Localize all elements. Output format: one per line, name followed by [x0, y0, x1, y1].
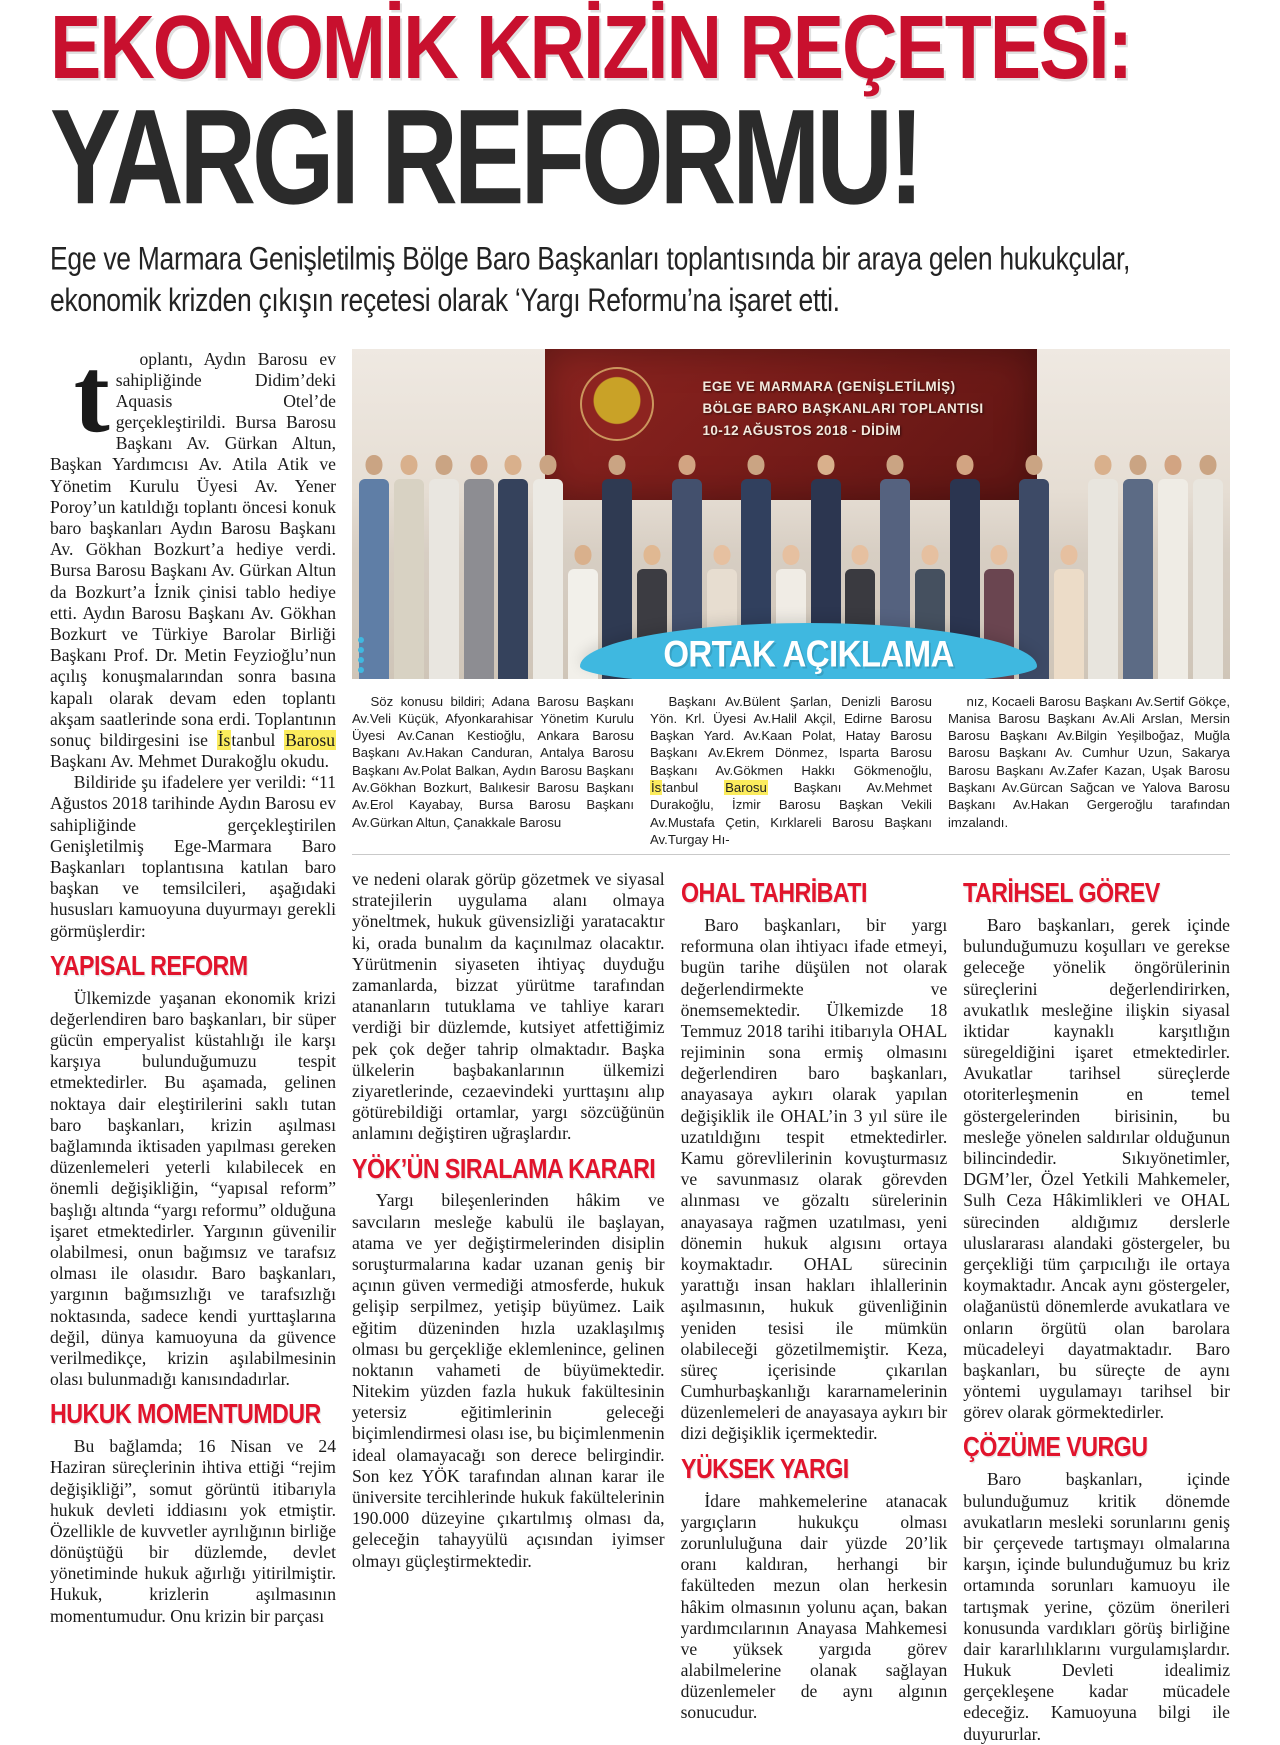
highlight-istanbul-2: İs: [651, 779, 662, 795]
headline-main: YARGI REFORMU!: [50, 82, 921, 234]
section-title-tarihsel-gorev: TARİHSEL GÖREV: [963, 878, 1160, 910]
person: [497, 441, 530, 679]
section-body-col2-continuation: ve nedeni olarak görüp gözetmek ve siyasal stratejilerin uygulama alanı olmaya yöneltmek, hukuk güvensizliği yaratacaktır ki, orada bunalım da kaçınılmaz olacaktır. Yürütmenin siyaseten ihtiyaç duyduğu zamanlarda, bizzat yürütme tarafından atananların tutuklama ve tahliye kararı verdiği bir düzlemde, kutsiyet atfettiğimiz pek çok değer tahrip olmaktadır. Başka ülkelerin başbakanlarının ülkemizi ziyaretlerinde, cezaevindeki yurttaşını alıp götürebildiği ortamlar, yargı sözcüğünün anlamını değiştiren uğraşlardır.: [352, 869, 665, 1144]
caption-column-2: [650, 693, 932, 849]
caption-text-a: Başkanı Av.Bülent Şarlan, Denizli Barosu Yön. Krl. Üyesi Av.Halil Akçil, Edirne Barosu Başkan Yard. Av.Kaan Polat, Hatay Barosu Başkanı Av.Ekrem Dönmez, Isparta Barosu Başkanı Av.Gökmen Hakkı Gökmenoğlu,: [650, 693, 932, 778]
bar-association-seal-icon: [580, 367, 654, 441]
person: [1018, 441, 1051, 679]
section-body-yuksek-yargi: İdare mahkemelerine atanacak yargıçların hukukçu olması zorunluluğuna dair yüzde 20’lik oranı kaldıran, herhangi bir fakülteden mezun olan herkesin hâkim olmasının yolunu açan, bakan yardımcılarının Anayasa Mahkemesi ve yüksek yargıda görev alabilmelerine olanak sağlayan düzenlemeler de aynı algının sonucudur.: [680, 1490, 948, 1723]
section-title-yuksek-yargi: YÜKSEK YARGI: [680, 1453, 849, 1485]
headline-kicker: EKONOMİK KRİZİN REÇETESİ:: [50, 0, 1132, 98]
section-body-tarihsel-gorev: Baro başkanları, gerek içinde bulunduğumuzu koşulları ve gerekse geleceğe yönelik öngörülerinin süreçlerini değerlendirirken, avukatlık mesleğine ilişkin siyasal iktidar kaynaklı karşıtlığın süregeldiğini işaret etmektedirler. Avukatlar tarihsel süreçlerde otoriterleşmenin en temel göstergelerinden birisinin, bu mesleğe yönelen saldırılar olduğunun bilincindedir. Sıkıyönetimler, DGM’ler, Özel Yetkili Mahkemeler, Sulh Ceza Hâkimlikleri ve OHAL sürecinden aldığımız derslerle uluslararası alandaki göstergeler, bu gerçekliği tüm çarpıcılığı ile ortaya koymaktadır. Ancak aynı göstergeler, olağanüstü dönemlerde avukatlara ve onların örgütü olan barolara mücadeleyi dayatmaktadır. Baro başkanları, bu süreçte de aynı yöntemi uygulamayı tarihsel bir görev olarak görmektedirler.: [963, 914, 1230, 1423]
banner-line-3: 10-12 AĞUSTOS 2018 - DİDİM: [702, 422, 902, 438]
section-body-yapisal-reform: Ülkemizde yaşanan ekonomik krizi değerlendiren baro başkanları, bir süper gücün emperyalist küstahlığı ile karşı karşıya bulunduğumuzu tespit etmektedirler. Bu aşamada, gelinen noktaya dair eleştirilerini saklı tutan baro başkanları, krizin aşılması bağlamında iktisaden yapılması gereken düzenlemeleri yeterli kılabilecek en önemli değişikliğin, “yapısal reform” başlığı altında “yargı reformu” olduğuna işaret etmektedirler. Yargının güvenilir olabilmesi, onun bağımsız ve tarafsız olması ile olasıdır. Baro başkanları, yargının bağımsızlığı ve tarafsızlığı noktasında, sadece kendi yurttaşlarına değil, dünya kamuoyuna da güvence verilmedikçe, krizin aşılabilmesinin olası bulunmadığı kanısındadırlar.: [50, 987, 336, 1390]
person: [1087, 441, 1120, 679]
lead-paragraph-2: Bildiride şu ifadelere yer verildi: “11 Ağustos 2018 tarihinde Aydın Barosu ev sahipliğinde gerçekleştirilen Genişletilmiş Ege-Marmara Baro Başkanları toplantısına katılan baro başkan ve temsilcileri, aşağıdaki hususları kamuoyuna duyurmayı gerekli görmüşlerdir:: [50, 772, 336, 941]
person: [1157, 441, 1190, 679]
section-title-cozume-vurgu: ÇÖZÜME VURGU: [963, 1432, 1148, 1464]
person: [1052, 441, 1085, 679]
newspaper-page: [50, 0, 1230, 1745]
person: [393, 441, 426, 679]
column-4: [963, 869, 1230, 1745]
banner-line-2: BÖLGE BARO BAŞKANLARI TOPLANTISI: [702, 400, 984, 416]
headline-subhead: Ege ve Marmara Genişletilmiş Bölge Baro Başkanları toplantısında bir araya gelen hukukçular, ekonomik krizden çıkışın reçetesi olarak ‘Yargı Reformu’na işaret etti.: [50, 240, 1131, 319]
caption-text-b: tanbul: [662, 779, 725, 795]
article-grid: [50, 335, 1230, 1745]
ortak-aciklama-label: ORTAK AÇIKLAMA: [663, 632, 954, 674]
caption-column-3: nız, Kocaeli Barosu Başkanı Av.Sertif Gökçe, Manisa Barosu Başkanı Av.Ali Arslan, Mersin Barosu Başkanı Av.Bilgin Yeşilboğaz, Muğla Barosu Başkanı Av. Cumhur Uzun, Sakarya Barosu Başkanı Av.Zafer Kazan, Uşak Barosu Başkanı Av.Gürcan Sağcan ve Yalova Barosu Başkanı Av.Hakan Gergeroğlu tarafından imzalandı.: [948, 693, 1230, 830]
highlight-barosu-1: Barosu: [285, 729, 335, 750]
lead-text-b: tanbul: [231, 729, 285, 750]
section-title-yok-siralama: YÖK’ÜN SIRALAMA KARARI: [352, 1153, 656, 1185]
section-body-yok-siralama: Yargı bileşenlerinden hâkim ve savcıların mesleğe kabulü ile başlayan, atama ve yer değiştirmelerinden disiplin soruşturmalarına kadar uzanan geniş bir açının güven vermediği atmosferde, hukuk gelişip serpilmez, yetişip büyümez. Laik eğitim düzeninden hızla uzaklaşılmış olması bu gerçekliğe eklemlenince, gelinen noktanın vahameti de büyümektedir. Nitekim yüzden fazla hukuk fakültesinin yetersiz eğitimlerinin geleceği biçimlendirmesi olası ise, bu biçimlenmenin ideal olamayacağı son derece belirgindir. Son kez YÖK tarafından alınan karar ile üniversite tercihlerinde hukuk fakültelerinin 190.000 düzeyine çıkartılmış olması da, geleceğin tahayyülü açısından iyimser olmayı güçleştirmektedir.: [352, 1190, 665, 1571]
decorative-dots-icon: [358, 633, 364, 677]
highlight-barosu-2: Barosu: [725, 779, 767, 795]
person: [532, 441, 565, 679]
banner-line-1: EGE VE MARMARA (GENİŞLETİLMİŞ): [702, 378, 956, 394]
section-body-ohal-tahribati: Baro başkanları, bir yargı reformuna olan ihtiyacı ifade etmeyi, bugün tarihe düşülen not olarak değerlendirmekte ve önemsemektedir. Ülkemizde 18 Temmuz 2018 tarihi itibarıyla OHAL rejiminin sona ermiş olmasını değerlendiren baro başkanları, anayasaya aykırı olarak yapılan değişiklik ile OHAL’in 3 yıl süre ile uzatıldığını tespit etmektedirler. Kamu görevlilerinin kovuşturmasız ve savunmasız olarak görevden alınması ve gözaltı sürelerinin anayasaya rağmen uzatılması, yeni dönemin hukuk algısını ortaya koymaktadır. OHAL sürecinin yarattığı insan hakları ihlallerinin aşılmasının, hukuk güvenliğinin yeniden tesisi ile mümkün olabileceği gözetilmemiştir. Keza, süreç içerisinde çıkarılan Cumhurbaşkanlığı kararnamelerinin düzenlemeleri de anayasaya aykırı bir dizi değişiklik içermektedir.: [680, 914, 948, 1444]
lower-columns: [352, 869, 1230, 1745]
person: [462, 441, 495, 679]
photo-banner-text: [702, 376, 1017, 442]
photo-block: [352, 349, 1230, 679]
photo-caption: [352, 693, 1230, 856]
section-title-ohal-tahribati: OHAL TAHRİBATI: [680, 878, 867, 910]
caption-column-1: Söz konusu bildiri; Adana Barosu Başkanı Av.Veli Küçük, Afyonkarahisar Yönetim Kurulu Üyesi Av.Canan Kestioğlu, Ankara Barosu Başkanı Av.Hakan Canduran, Antalya Barosu Başkanı Av.Polat Balkan, Aydın Barosu Başkanı Av.Gökhan Bozkurt, Balıkesir Barosu Başkanı Av.Erol Kayabay, Bursa Barosu Başkanı Av.Gürkan Altun, Çanakkale Barosu: [352, 693, 634, 830]
section-body-cozume-vurgu: Baro başkanları, içinde bulunduğumuz kritik dönemde avukatların mesleki sorunlarını geniş bir çerçevede tartışmayı olmalarına karşın, içinde bulunduğumuz bu kriz ortamında sorunları kamuoyu ile tartışmak yerine, çözüm önerileri konusunda vardıkları görüş birliğine dair kararlılıklarını vurgulamışlardır. Hukuk Devleti idealimiz gerçekleşene kadar mücadele edeceğiz. Kamuoyuna bilgi ile duyururlar.: [963, 1469, 1230, 1744]
meeting-photo: [352, 349, 1230, 679]
column-right-group: [352, 349, 1230, 1745]
section-title-yapisal-reform: YAPISAL REFORM: [50, 950, 248, 982]
section-body-hukuk-momentumdur: Bu bağlamda; 16 Nisan ve 24 Haziran süreçlerinin ihtiva ettiği “rejim değişikliği”, somut görüntü itibarıyla hukuk devleti iddiasını yok etmiştir. Özellikle de kuvvetler ayrılığının birliğe dönüştüğü bir düzlemde, devlet yönetiminde hukuk ağırlığı yitirilmiştir. Hukuk, krizlerin aşılmasının momentumudur. Onu krizin bir parçası: [50, 1436, 336, 1626]
person: [1122, 441, 1155, 679]
section-title-hukuk-momentumdur: HUKUK MOMENTUMDUR: [50, 1399, 321, 1431]
lead-paragraph: [50, 335, 336, 773]
person: [1191, 441, 1224, 679]
lead-text-a: toplantı, Aydın Barosu ev sahipliğinde Didim’deki Aquasis Otel’de gerçekleştirildi. Bursa Barosu Başkanı Av. Gürkan Altun, Başkan Yardımcısı Av. Atila Atik ve Yönetim Kurulu Üyesi Av. Yener Poroy’un katıldığı toplantı öncesi konuk baro başkanları Aydın Barosu Başkanı Av. Gökhan Bozkurt’a hediye verdi. Bursa Barosu Başkanı Av. Gürkan Altun da Bozkurt’a İznik çinisi tablo hediye etti. Aydın Barosu Başkanı Av. Gökhan Bozkurt ve Türkiye Barolar Birliği Başkanı Prof. Dr. Metin Feyzioğlu’nun açılış konuşmalarından sonra basına kapalı olarak devam eden toplantı akşam saatlerinde sona erdi. Toplantının sonuç bildirgesini ise: [50, 335, 336, 750]
headline-block: [50, 0, 1230, 319]
lead-text-c: Başkanı Av. Mehmet Durakoğlu okudu.: [50, 751, 330, 772]
column-3: [681, 869, 948, 1745]
person: [566, 441, 599, 679]
person: [427, 441, 460, 679]
column-1: [50, 335, 336, 1745]
column-2: [352, 869, 665, 1745]
caption-text-c: Başkanı Av.Mehmet Durakoğlu, İzmir Barosu Başkan Vekili Av.Mustafa Çetin, Kırklareli Barosu Başkanı Av.Turgay Hı-: [650, 779, 932, 847]
highlight-istanbul-1: İs: [217, 729, 231, 750]
